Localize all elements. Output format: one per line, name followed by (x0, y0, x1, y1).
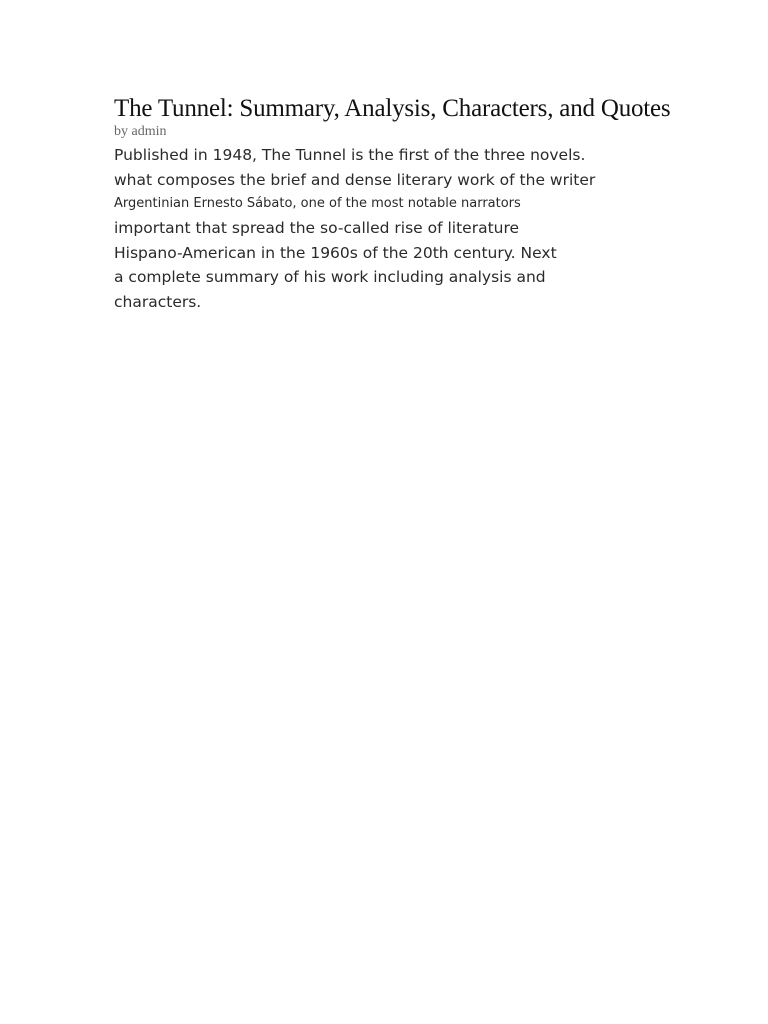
article-body (114, 143, 754, 314)
article-byline: by admin (114, 124, 167, 139)
body-line: Argentinian Ernesto Sábato, one of the most notable narrators (114, 196, 521, 211)
body-line: characters. (114, 292, 202, 311)
body-line: Published in 1948, The Tunnel is the first of the three novels. (114, 146, 586, 164)
article-title: The Tunnel: Summary, Analysis, Characters, and Quotes (114, 95, 671, 122)
article (114, 94, 754, 314)
body-line: Hispano-American in the 1960s of the 20th century. Next (114, 243, 557, 262)
body-line: a complete summary of his work including analysis and (114, 268, 546, 286)
body-line: what composes the brief and dense literary work of the writer (114, 170, 596, 189)
body-line: important that spread the so-called rise of literature (114, 219, 520, 237)
